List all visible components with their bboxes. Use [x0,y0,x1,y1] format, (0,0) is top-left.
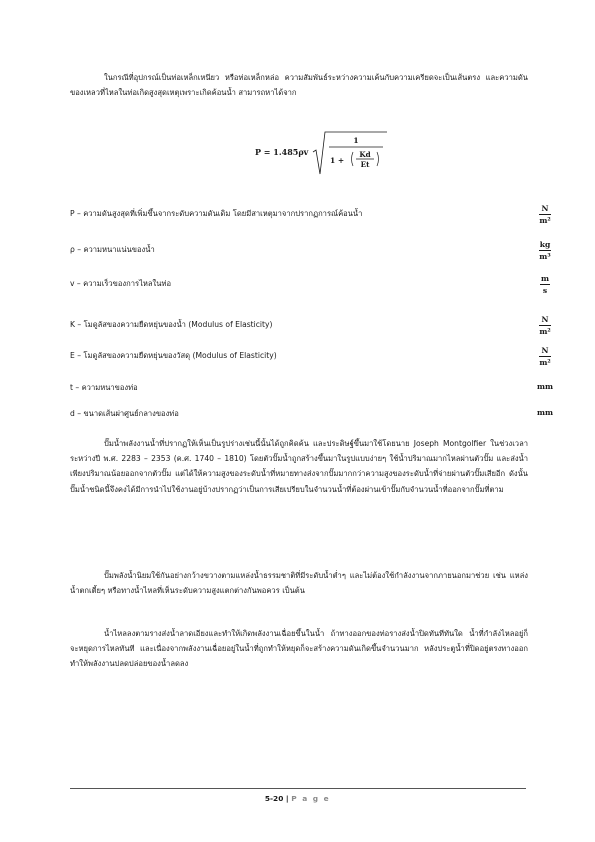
usage-paragraph-text: ปั๊มพลังน้ำนิยมใช้กันอย่างกว้างขวางตามแหล่งน้ำธรรมชาติที่มีระดับน้ำต่ำๆ และไม่ต้องใช้กำลังงานจากภายนอกมาช่วย เช่น แหล่งน้ำตกเตี้ยๆ หรือทางน้ำไหลที่เห็นระดับความสูงแตกต่างกันพอควร เป็นต้น [70,571,528,596]
variable-row [70,240,551,262]
variable-description: P – ความดันสูงสุดที่เพิ่มขึ้นจากระดับความดันเดิม โดยมีสาเหตุมาจากปรากฏการณ์ค้อนน้ำ [70,209,363,218]
variable-unit [530,240,560,261]
radical-sign [313,132,387,174]
unit-denominator: m² [539,327,551,336]
unit-numerator: kg [539,240,551,249]
variable-unit [530,315,560,336]
unit-denominator: m² [539,216,551,225]
formula-graphic [255,128,405,184]
variable-row [70,378,554,400]
variable-row [70,315,551,337]
footer-separator: | [285,794,289,803]
page-number: 5-20 [264,794,284,803]
unit-denominator: m² [539,358,551,367]
formula-lhs: P = 1.485ρv [255,147,309,157]
formula-right-paren [377,152,379,166]
formula-left-paren [352,152,354,166]
page-label: P a g e [291,794,331,803]
variable-unit [530,274,560,295]
page-footer [0,794,595,803]
variable-description: v – ความเร็วของการไหลในท่อ [70,279,172,288]
variable-row [70,404,554,426]
variable-description: ρ – ความหนาแน่นของน้ำ [70,245,155,254]
footer-divider [70,788,526,789]
formula-numerator: 1 [353,136,359,145]
history-paragraph-text: ปั๊มน้ำพลังงานน้ำที่ปรากฏให้เห็นเป็นรูปร่างเช่นนี้นั้นได้ถูกคิดค้น และประดิษฐ์ขึ้นมาใช้โดยนาย Joseph Montgolfier ในช่วงเวลาระหว่างปี พ.ศ. 2283 – 2353 (ค.ศ. 1740 – 1810) โดยตัวปั๊มน้ำถูกสร้างขึ้นมาในรูปแบบง่ายๆ ใช้น้ำปริมาณมากไหลผ่านตัวปั๊ม และส่งน้ำเพียงปริมาณน้อยออกจากตัวปั๊ม แต่ได้ให้ความสูงของระดับน้ำที่หมายทางส่งจากปั๊มมากกว่าความสูงของระดับน้ำที่จ่ายผ่านตัวปั๊มเสียอีก ดังนั้นปั๊มน้ำชนิดนี้จึงคงได้มีการนำไปใช้งานอยู่บ้างปรากฏว่าเป็นการเสียเปรียบในจำนวนน้ำที่ต้องผ่านเข้าปั๊มกับจำนวนน้ำที่ออกจากปั๊มที่ตาม [70,439,528,494]
formula-et: Et [360,160,370,169]
variable-unit [530,346,560,367]
unit-numerator: N [539,346,550,357]
water-hammer-formula [255,128,405,184]
intro-paragraph [70,70,528,100]
formula-kd: Kd [359,150,371,159]
intro-paragraph-text: ในกรณีที่อุปกรณ์เป็นท่อเหล็กเหนียว หรือท่อเหล็กหล่อ ความสัมพันธ์ระหว่างความเค้นกับความเครียดจะเป็นเส้นตรง และความดันของเหลวที่ไหลในท่อเกิดสูงสุดเหตุเพราะเกิดค้อนน้ำ สามารถหาได้จาก [70,73,528,98]
usage-paragraph [70,568,528,598]
unit-denominator: m³ [539,252,551,261]
variable-row [70,346,551,368]
variable-description: E – โมดูลัสของความยืดหยุ่นของวัสดุ (Modulus of Elasticity) [70,351,277,360]
unit-numerator: N [539,315,550,326]
unit-denominator: s [542,286,548,295]
formula-one-plus: 1 + [330,156,345,165]
variable-unit [530,204,560,225]
variable-description: d – ขนาดเส้นผ่าศูนย์กลางของท่อ [70,409,179,418]
variable-unit: mm [536,408,554,417]
variable-row [70,274,550,296]
variable-unit: mm [536,382,554,391]
principle-paragraph [70,626,528,672]
variable-description: K – โมดูลัสของความยืดหยุ่นของน้ำ (Modulus of Elasticity) [70,320,273,329]
variable-row [70,204,551,226]
history-paragraph [70,436,528,497]
unit-numerator: N [539,204,550,215]
variable-description: t – ความหนาของท่อ [70,383,138,392]
unit-numerator: m [540,274,550,283]
principle-paragraph-text: น้ำไหลลงตามรางส่งน้ำลาดเอียงและทำให้เกิดพลังงานเฉื่อยขึ้นในน้ำ ถ้าทางออกของท่อรางส่งน้ำปิดทันทีทันใด น้ำที่กำลังไหลอยู่ก็จะหยุดการไหลทันที และเนื่องจากพลังงานเฉื่อยอยู่ในน้ำที่ถูกทำให้หยุดก็จะสร้างความดันเกิดขึ้นจำนวนมาก หลังประตูน้ำที่ปิดอยู่ตรงทางออก ทำให้พลังงานปลดปล่อยของน้ำลดลง [70,629,528,669]
